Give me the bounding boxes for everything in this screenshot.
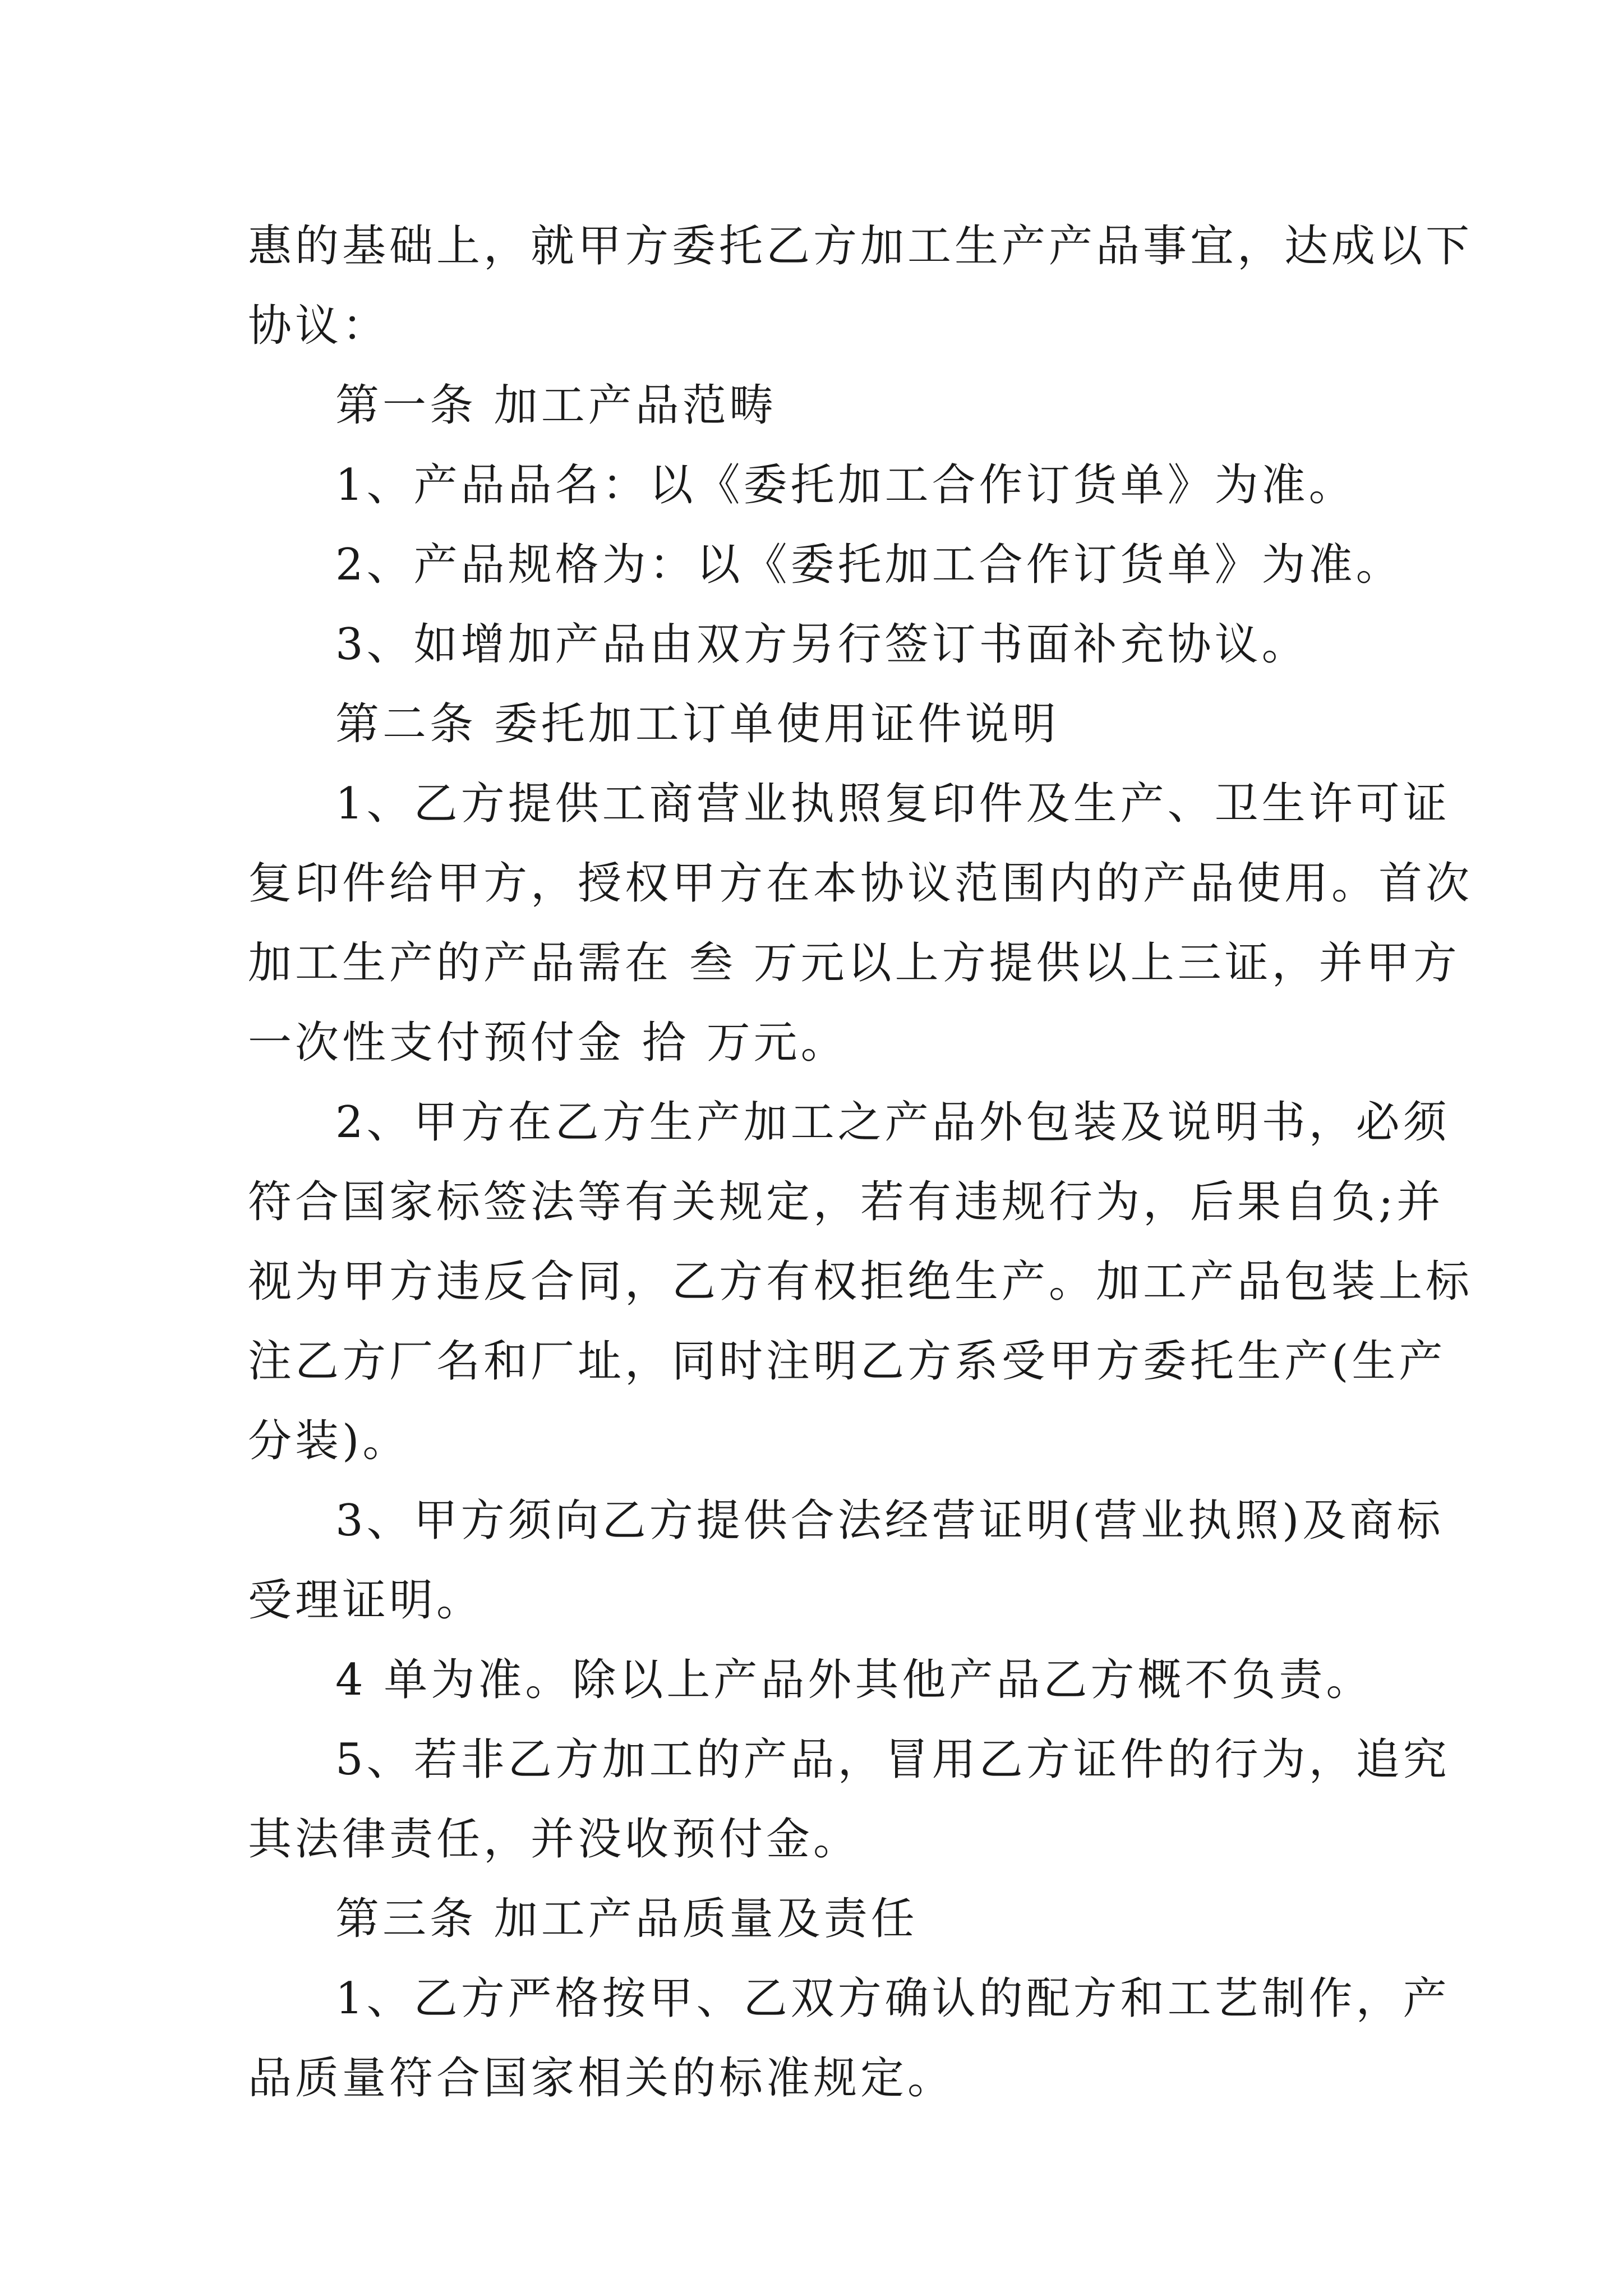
article-3-item-1 <box>248 1959 1450 2118</box>
text-line: 1、乙方提供工商营业执照复印件及生产、卫生许可证 <box>335 779 1450 829</box>
article-2-item-3 <box>248 1481 1444 1640</box>
article-2-item-5 <box>248 1720 1450 1879</box>
paragraph-intro <box>248 206 1473 366</box>
text-line: 第三条 加工产品质量及责任 <box>335 1894 918 1944</box>
text-line: 惠的基础上，就甲方委托乙方加工生产产品事宜，达成以下 <box>248 221 1473 272</box>
document-body <box>248 206 1473 2118</box>
article-1-item-2 <box>248 525 1403 605</box>
text-line: 视为甲方违反合同，乙方有权拒绝生产。加工产品包装上标 <box>248 1257 1473 1307</box>
text-line: 协议： <box>248 301 390 351</box>
text-line: 复印件给甲方，授权甲方在本协议范围内的产品使用。首次 <box>248 858 1473 909</box>
text-line: 其法律责任，并没收预付金。 <box>248 1814 861 1865</box>
text-line: 5、若非乙方加工的产品，冒用乙方证件的行为，追究 <box>335 1734 1450 1785</box>
text-line: 分装)。 <box>248 1416 410 1466</box>
article-1-item-1 <box>248 445 1386 525</box>
article-2-heading <box>248 684 1386 764</box>
article-2-item-1 <box>248 764 1473 1083</box>
article-3-heading <box>248 1879 1386 1959</box>
article-1-item-3 <box>248 605 1386 684</box>
text-line: 注乙方厂名和厂址，同时注明乙方系受甲方委托生产(生产 <box>248 1336 1446 1387</box>
text-line: 1、乙方严格按甲、乙双方确认的配方和工艺制作，产 <box>335 1973 1450 2024</box>
text-line: 第二条 委托加工订单使用证件说明 <box>335 699 1059 749</box>
text-line: 加工生产的产品需在 叁 万元以上方提供以上三证，并甲方 <box>248 938 1460 988</box>
text-line: 品质量符合国家相关的标准规定。 <box>248 2053 955 2104</box>
text-line: 3、甲方须向乙方提供合法经营证明(营业执照)及商标 <box>335 1496 1444 1546</box>
article-1-heading <box>248 366 1386 445</box>
text-line: 1、产品品名：以《委托加工合作订货单》为准。 <box>335 460 1356 510</box>
text-line: 2、产品规格为：以《委托加工合作订货单》为准。 <box>335 540 1403 590</box>
text-line: 第一条 加工产品范畴 <box>335 380 777 431</box>
text-line: 3、如增加产品由双方另行签订书面补充协议。 <box>335 619 1309 670</box>
article-2-item-4 <box>248 1640 1386 1720</box>
text-line: 2、甲方在乙方生产加工之产品外包装及说明书，必须 <box>335 1097 1450 1148</box>
text-line: 符合国家标签法等有关规定，若有违规行为，后果自负;并 <box>248 1177 1444 1227</box>
text-line: 受理证明。 <box>248 1575 484 1626</box>
text-line: 4 单为准。除以上产品外其他产品乙方概不负责。 <box>335 1655 1373 1705</box>
article-2-item-2 <box>248 1083 1473 1481</box>
text-line: 一次性支付预付金 拾 万元。 <box>248 1018 848 1068</box>
